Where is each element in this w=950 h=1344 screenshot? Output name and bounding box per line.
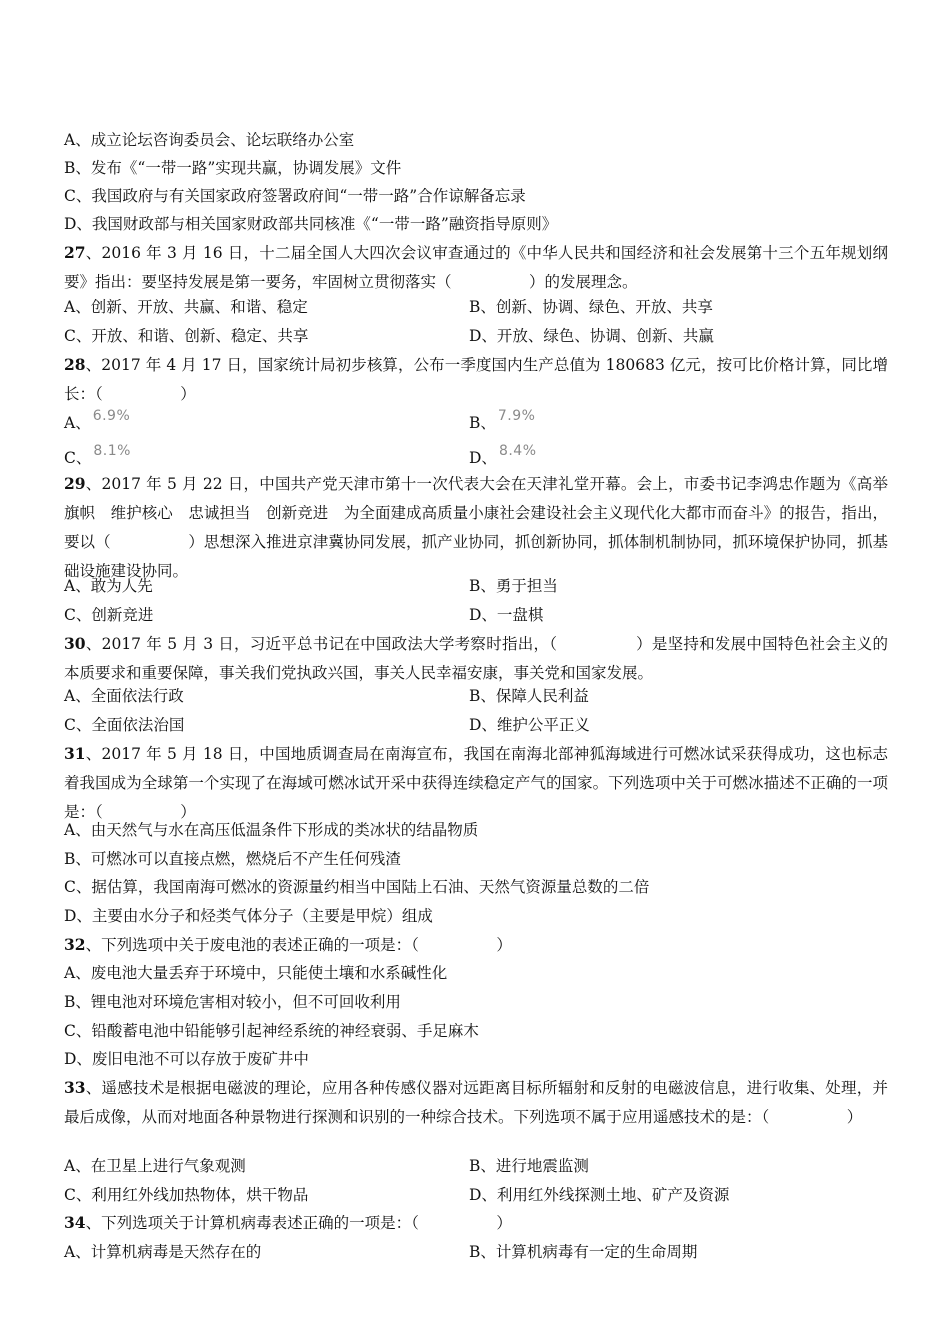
q28-number: 28: [64, 355, 86, 374]
q27-text: 、2016 年 3 月 16 日，十二届全国人大四次会议审查通过的《中华人民共和国经济和社会发展第十三个五年规划纲要》指出：要坚持发展是第一要务，牢固树立贯彻落实（ ）的发展理念。: [64, 244, 888, 291]
q27-option-c: C、开放、和谐、创新、稳定、共享: [64, 327, 309, 345]
q30-text: 、2017 年 5 月 3 日，习近平总书记在中国政法大学考察时指出，（ ）是坚持和发展中国特色社会主义的本质要求和重要保障，事关我们党执政兴国，事关人民幸福安康，事关党和国家发展。: [64, 635, 888, 682]
q32-option-d: D、废旧电池不可以存放于废矿井中: [64, 1050, 309, 1068]
q32-stem: [64, 935, 512, 955]
q33-text: 、遥感技术是根据电磁波的理论，应用各种传感仪器对远距离目标所辐射和反射的电磁波信息，进行收集、处理，并最后成像，从而对地面各种景物进行探测和识别的一种综合技术。下列选项不属于应用遥感技术的是：（ ）: [64, 1079, 888, 1126]
q29-number: 29: [64, 474, 86, 493]
q31-option-c: C、据估算，我国南海可燃冰的资源量约相当中国陆上石油、天然气资源量总数的二倍: [64, 878, 650, 896]
q32-option-a: A、废电池大量丢弃于环境中，只能使土壤和水系碱性化: [64, 964, 448, 982]
q31-option-a: A、由天然气与水在高压低温条件下形成的类冰状的结晶物质: [64, 821, 479, 839]
q33-number: 33: [64, 1078, 86, 1097]
q33-option-d: D、利用红外线探测土地、矿产及资源: [469, 1186, 730, 1204]
q29-text: 、2017 年 5 月 22 日，中国共产党天津市第十一次代表大会在天津礼堂开幕。会上，市委书记李鸿忠作题为《高举旗帜 维护核心 忠诚担当 创新竞进 为全面建成高质量小康社会建设社会主义现代化大都市而奋斗》的报告，指出，要以（ ）思想深入推进京津冀协同发展，抓产业协同，抓创新协同，抓体制机制协同，抓环境保护协同，抓基础设施建设协同。: [64, 475, 888, 580]
q30-option-d: D、维护公平正义: [469, 716, 590, 734]
q28-option-c-value: 8.1%: [93, 443, 131, 459]
q28-option-b-prefix: B、: [469, 414, 496, 432]
q26-option-b: B、发布《“一带一路”实现共赢，协调发展》文件: [64, 159, 402, 177]
q33-option-b: B、进行地震监测: [469, 1157, 589, 1175]
q26-option-d: D、我国财政部与相关国家财政部共同核准《“一带一路”融资指导原则》: [64, 215, 558, 233]
q28-option-a: [64, 408, 131, 434]
q28-option-a-prefix: A、: [64, 414, 91, 432]
q32-text: 、下列选项中关于废电池的表述正确的一项是：（ ）: [85, 936, 512, 954]
q32-option-b: B、锂电池对环境危害相对较小，但不可回收利用: [64, 993, 401, 1011]
q27-option-d: D、开放、绿色、协调、创新、共赢: [469, 327, 714, 345]
q31-number: 31: [64, 744, 86, 763]
q30-number: 30: [64, 634, 86, 653]
q34-option-a: A、计算机病毒是天然存在的: [64, 1243, 262, 1261]
q26-option-a: A、成立论坛咨询委员会、论坛联络办公室: [64, 131, 355, 149]
q29-option-b: B、勇于担当: [469, 577, 558, 595]
q29-option-d: D、一盘棋: [469, 606, 544, 624]
q31-stem: [64, 739, 888, 827]
q32-number: 32: [64, 935, 86, 954]
q34-number: 34: [64, 1213, 86, 1232]
q33-option-a: A、在卫星上进行气象观测: [64, 1157, 246, 1175]
q28-option-a-value: 6.9%: [92, 408, 131, 424]
q27-option-b: B、创新、协调、绿色、开放、共享: [469, 298, 713, 316]
q30-stem: [64, 629, 888, 688]
q31-option-d: D、主要由水分子和烃类气体分子（主要是甲烷）组成: [64, 907, 433, 925]
q28-option-d: [469, 443, 537, 469]
q27-number: 27: [64, 243, 86, 262]
q34-stem: [64, 1213, 512, 1233]
q28-option-c-prefix: C、: [64, 449, 92, 467]
q33-option-c: C、利用红外线加热物体，烘干物品: [64, 1186, 309, 1204]
q28-option-d-value: 8.4%: [498, 443, 537, 459]
q28-option-b: [469, 408, 536, 434]
q34-option-b: B、计算机病毒有一定的生命周期: [469, 1243, 698, 1261]
q33-stem: [64, 1073, 888, 1132]
q32-option-c: C、铅酸蓄电池中铅能够引起神经系统的神经衰弱、手足麻木: [64, 1022, 479, 1040]
q29-stem: [64, 469, 888, 586]
q30-option-b: B、保障人民利益: [469, 687, 589, 705]
q31-option-b: B、可燃冰可以直接点燃，燃烧后不产生任何残渣: [64, 850, 401, 868]
q29-option-a: A、敢为人先: [64, 577, 153, 595]
q27-stem: [64, 238, 888, 297]
q28-option-c: [64, 443, 131, 469]
q30-option-a: A、全面依法行政: [64, 687, 184, 705]
q28-option-d-prefix: D、: [469, 449, 497, 467]
q28-text: 、2017 年 4 月 17 日，国家统计局初步核算，公布一季度国内生产总值为 180683 亿元，按可比价格计算，同比增长：（ ）: [64, 356, 888, 403]
q27-option-a: A、创新、开放、共赢、和谐、稳定: [64, 298, 308, 316]
q28-stem: [64, 350, 888, 409]
q34-text: 、下列选项关于计算机病毒表述正确的一项是：（ ）: [85, 1214, 512, 1232]
q30-option-c: C、全面依法治国: [64, 716, 185, 734]
q26-option-c: C、我国政府与有关国家政府签署政府间“一带一路”合作谅解备忘录: [64, 187, 526, 205]
q31-text: 、2017 年 5 月 18 日，中国地质调查局在南海宣布，我国在南海北部神狐海域进行可燃冰试采获得成功，这也标志着我国成为全球第一个实现了在海域可燃冰试开采中获得连续稳定产气的国家。下列选项中关于可燃冰描述不正确的一项是：（ ）: [64, 745, 888, 821]
q28-option-b-value: 7.9%: [497, 408, 536, 424]
q29-option-c: C、创新竞进: [64, 606, 154, 624]
